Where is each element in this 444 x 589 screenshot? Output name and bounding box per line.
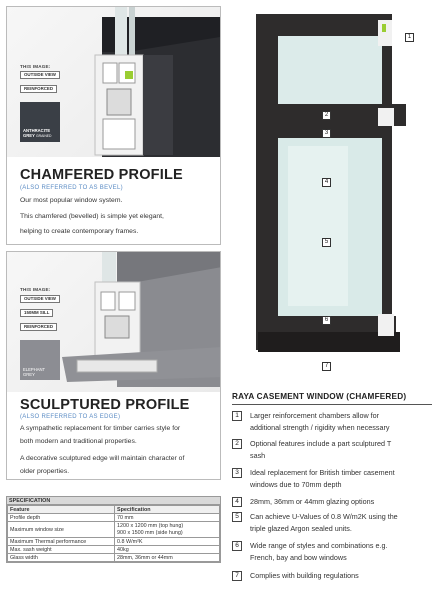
feature-text-line-1: Larger reinforcement chambers allow for bbox=[250, 411, 380, 420]
chamfered-line-1: Our most popular window system. bbox=[20, 197, 123, 204]
spec-header-row bbox=[8, 506, 220, 514]
image-label: THIS IMAGE: bbox=[20, 287, 51, 292]
feature-text-line-1: 28mm, 36mm or 44mm glazing options bbox=[250, 497, 375, 506]
spec-value-line-1: 1200 x 1200 mm (top hung) bbox=[117, 522, 184, 529]
spec-feature: Maximum Thermal performance bbox=[8, 538, 115, 546]
feature-number: 2 bbox=[232, 439, 242, 449]
tag-150mm-sill: 150MM SILL bbox=[20, 309, 53, 317]
image-label: THIS IMAGE: bbox=[20, 64, 51, 69]
chamfered-profile-image bbox=[7, 7, 221, 157]
feature-text-line-1: Can achieve U-Values of 0.8 W/m2K using the bbox=[250, 512, 398, 521]
sculptured-line-3: A decorative sculptured edge will maintain character of bbox=[20, 455, 185, 462]
feature-text-line-2: windows due to 70mm depth bbox=[250, 480, 342, 489]
callout-6: 6 bbox=[322, 316, 331, 325]
feature-number: 4 bbox=[232, 497, 242, 507]
sculptured-line-1: A sympathetic replacement for timber carries style for bbox=[20, 425, 181, 432]
feature-number: 1 bbox=[232, 411, 242, 421]
callout-1: 1 bbox=[405, 33, 414, 42]
spec-value: 40kg bbox=[115, 546, 220, 554]
sculptured-subtitle: (ALSO REFERRED TO AS EDGE) bbox=[20, 414, 121, 420]
feature-text-line-1: Ideal replacement for British timber casement bbox=[250, 468, 395, 477]
window-frame-svg bbox=[248, 6, 438, 376]
sculptured-line-2: both modern and traditional properties. bbox=[20, 438, 137, 445]
feature-text-line-2: additional strength / rigidity when necessary bbox=[250, 423, 390, 432]
color-swatch-elephant-grey bbox=[20, 340, 60, 380]
feature-number: 5 bbox=[232, 512, 242, 522]
feature-text-line-1: Optional features include a part sculptured T bbox=[250, 439, 392, 448]
tag-reinforced: REINFORCED bbox=[20, 323, 57, 331]
feature-text-line-2: French, bay and bow windows bbox=[250, 553, 347, 562]
chamfered-line-3: helping to create contemporary frames. bbox=[20, 228, 139, 235]
feature-text-line-2: triple glazed Argon sealed units. bbox=[250, 524, 352, 533]
callout-7: 7 bbox=[322, 362, 331, 371]
callout-2: 2 bbox=[322, 111, 331, 120]
specification-table bbox=[6, 496, 221, 563]
tag-outside-view: OUTSIDE VIEW bbox=[20, 295, 60, 303]
swatch-label: ELEPHANT GREY bbox=[23, 367, 46, 377]
feature-text-line-1: Wide range of styles and combinations e.g. bbox=[250, 541, 388, 550]
feature-text-line-1: Complies with building regulations bbox=[250, 571, 359, 580]
sculptured-line-4: older properties. bbox=[20, 468, 70, 475]
chamfered-profile-card bbox=[6, 6, 221, 245]
callout-5: 5 bbox=[322, 238, 331, 247]
swatch-label: ANTHRACITE GREY bbox=[23, 128, 51, 138]
chamfered-line-2: This chamfered (bevelled) is simple yet elegant, bbox=[20, 213, 164, 220]
title-divider bbox=[232, 404, 432, 405]
feature-number: 7 bbox=[232, 571, 242, 581]
casement-window-illustration bbox=[248, 6, 438, 376]
chamfered-subtitle: (ALSO REFERRED TO AS BEVEL) bbox=[20, 185, 123, 191]
callout-3: 3 bbox=[322, 129, 331, 138]
feature-number: 6 bbox=[232, 541, 242, 551]
spec-col-feature: Feature bbox=[8, 506, 115, 514]
table-row bbox=[8, 546, 220, 554]
sculptured-profile-image bbox=[7, 252, 221, 392]
spec-value: 28mm, 36mm or 44mm bbox=[115, 554, 220, 562]
spec-feature: Maximum window size bbox=[8, 522, 115, 538]
tag-outside-view: OUTSIDE VIEW bbox=[20, 71, 60, 79]
spec-value bbox=[115, 522, 220, 538]
feature-number: 3 bbox=[232, 468, 242, 478]
table-row bbox=[8, 514, 220, 522]
spec-feature: Profile depth bbox=[8, 514, 115, 522]
raya-window-title: RAYA CASEMENT WINDOW (CHAMFERED) bbox=[232, 392, 407, 401]
feature-text-line-2: sash bbox=[250, 451, 266, 460]
table-row bbox=[8, 554, 220, 562]
sculptured-profile-card bbox=[6, 251, 221, 480]
spec-feature: Glass width bbox=[8, 554, 115, 562]
spec-value: 70 mm bbox=[115, 514, 220, 522]
table-row bbox=[8, 538, 220, 546]
callout-4: 4 bbox=[322, 178, 331, 187]
spec-heading: SPECIFICATION bbox=[7, 497, 220, 505]
color-swatch-anthracite bbox=[20, 102, 60, 142]
spec-col-specification: Specification bbox=[115, 506, 220, 514]
spec-value-line-2: 900 x 1500 mm (side hung) bbox=[117, 529, 183, 536]
chamfered-title: CHAMFERED PROFILE bbox=[20, 167, 183, 183]
table-row bbox=[8, 522, 220, 538]
swatch-sub-label: GRAINED bbox=[36, 134, 52, 138]
spec-feature: Max. sash weight bbox=[8, 546, 115, 554]
tag-reinforced: REINFORCED bbox=[20, 85, 57, 93]
spec-value: 0.8 W/m²K bbox=[115, 538, 220, 546]
sculptured-title: SCULPTURED PROFILE bbox=[20, 397, 190, 413]
